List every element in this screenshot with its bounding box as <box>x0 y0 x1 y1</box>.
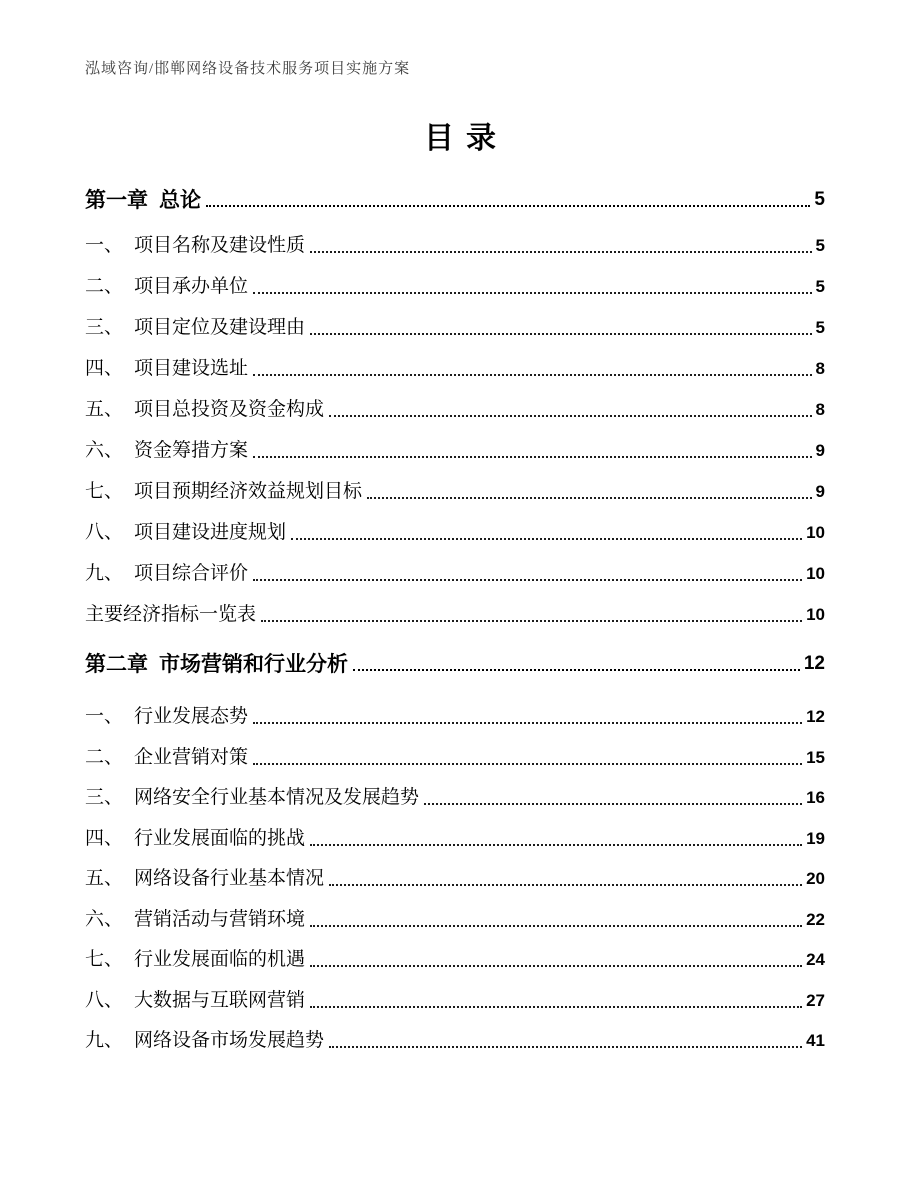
item-number: 九、 <box>85 563 124 584</box>
item-title: 项目总投资及资金构成 <box>134 399 325 420</box>
dotted-leader <box>353 669 800 671</box>
chapter-number: 第一章 <box>85 188 148 212</box>
toc-item-row[interactable] <box>85 275 825 299</box>
dotted-leader <box>329 1046 802 1048</box>
dotted-leader <box>253 579 802 581</box>
item-title: 项目预期经济效益规划目标 <box>134 481 363 502</box>
item-title: 项目综合评价 <box>134 563 249 584</box>
item-number: 四、 <box>85 827 124 849</box>
item-number: 八、 <box>85 989 124 1011</box>
toc-item-row[interactable] <box>85 746 825 770</box>
chapter-page-number: 5 <box>814 189 825 210</box>
item-number: 七、 <box>85 949 124 970</box>
item-page-number: 12 <box>806 707 825 726</box>
toc-item-row[interactable] <box>85 316 825 340</box>
toc-item-row[interactable] <box>85 1029 825 1053</box>
item-number: 九、 <box>85 1030 124 1051</box>
item-page-number: 10 <box>806 564 825 583</box>
item-title: 项目建设选址 <box>134 358 249 379</box>
dotted-leader <box>310 333 812 335</box>
dotted-leader <box>253 456 812 458</box>
dotted-leader <box>310 925 802 927</box>
toc-item-row[interactable] <box>85 521 825 545</box>
dotted-leader <box>329 415 812 417</box>
dotted-leader <box>424 803 802 805</box>
item-title: 营销活动与营销环境 <box>134 908 306 930</box>
dotted-leader <box>253 374 812 376</box>
item-number: 一、 <box>85 706 124 727</box>
item-number: 五、 <box>85 868 124 889</box>
document-header <box>85 57 410 78</box>
item-page-number: 5 <box>815 236 825 255</box>
item-number: 一、 <box>85 235 124 256</box>
toc-item-row[interactable] <box>85 908 825 932</box>
item-page-number: 9 <box>815 482 825 501</box>
dotted-leader <box>253 763 802 765</box>
dotted-leader <box>291 538 802 540</box>
item-title: 企业营销对策 <box>134 746 249 768</box>
toc <box>85 180 825 1070</box>
dotted-leader <box>329 884 802 886</box>
header-text: 泓域咨询/邯郸网络设备技术服务项目实施方案 <box>85 61 411 77</box>
item-number: 八、 <box>85 522 124 543</box>
toc-item-row[interactable] <box>85 398 825 422</box>
item-title: 资金筹措方案 <box>134 440 249 461</box>
chapter-page-number: 12 <box>803 653 825 674</box>
item-title: 项目承办单位 <box>134 276 249 297</box>
toc-chapter-row[interactable] <box>85 180 825 212</box>
item-title: 网络设备行业基本情况 <box>134 868 325 889</box>
item-title: 大数据与互联网营销 <box>134 989 306 1011</box>
toc-item-row[interactable] <box>85 480 825 504</box>
chapter-title: 市场营销和行业分析 <box>159 652 348 676</box>
item-page-number: 9 <box>815 441 825 460</box>
item-page-number: 5 <box>815 277 825 296</box>
item-page-number: 16 <box>806 788 825 807</box>
dotted-leader <box>261 620 802 622</box>
toc-item-row[interactable] <box>85 234 825 258</box>
item-number: 五、 <box>85 399 124 420</box>
dotted-leader <box>253 722 802 724</box>
toc-item-row[interactable] <box>85 562 825 586</box>
toc-item-row[interactable] <box>85 867 825 891</box>
chapter-title: 总论 <box>159 188 201 212</box>
item-page-number: 8 <box>815 359 825 378</box>
toc-item-row[interactable] <box>85 989 825 1013</box>
item-number: 三、 <box>85 787 124 808</box>
dotted-leader <box>367 497 812 499</box>
item-title: 项目定位及建设理由 <box>134 317 306 338</box>
item-number: 二、 <box>85 276 124 297</box>
toc-item-list <box>85 234 825 627</box>
dotted-leader <box>310 844 802 846</box>
item-title: 行业发展态势 <box>134 706 249 727</box>
item-number: 七、 <box>85 481 124 502</box>
dotted-leader <box>310 1006 802 1008</box>
item-number: 六、 <box>85 440 124 461</box>
item-page-number: 5 <box>815 318 825 337</box>
toc-chapter-row[interactable] <box>85 652 825 676</box>
item-page-number: 15 <box>806 747 825 767</box>
item-title: 项目名称及建设性质 <box>134 235 306 256</box>
item-page-number: 19 <box>806 828 825 848</box>
toc-item-row[interactable] <box>85 357 825 381</box>
item-number: 三、 <box>85 317 124 338</box>
item-number: 四、 <box>85 358 124 379</box>
item-number: 二、 <box>85 746 124 768</box>
item-page-number: 41 <box>806 1031 825 1050</box>
dotted-leader <box>253 292 812 294</box>
dotted-leader <box>206 205 810 207</box>
toc-item-row[interactable] <box>85 603 825 627</box>
dotted-leader <box>310 251 812 253</box>
item-page-number: 10 <box>806 523 825 542</box>
toc-item-row[interactable] <box>85 786 825 810</box>
chapter-number: 第二章 <box>85 652 148 676</box>
dotted-leader <box>310 965 802 967</box>
page-title: 目录 <box>424 122 508 155</box>
item-title: 行业发展面临的机遇 <box>134 949 306 970</box>
toc-item-list <box>85 705 825 1053</box>
item-page-number: 8 <box>815 400 825 419</box>
toc-item-row[interactable] <box>85 439 825 463</box>
item-title: 网络设备市场发展趋势 <box>134 1030 325 1051</box>
item-title: 行业发展面临的挑战 <box>134 827 306 849</box>
item-page-number: 22 <box>806 909 825 929</box>
item-number: 六、 <box>85 908 124 930</box>
item-page-number: 24 <box>806 950 825 969</box>
item-page-number: 20 <box>806 869 825 888</box>
item-title: 主要经济指标一览表 <box>85 604 257 625</box>
item-page-number: 10 <box>806 605 825 624</box>
toc-item-row[interactable] <box>85 948 825 972</box>
item-title: 项目建设进度规划 <box>134 522 287 543</box>
item-page-number: 27 <box>806 990 825 1010</box>
toc-item-row[interactable] <box>85 827 825 851</box>
toc-item-row[interactable] <box>85 705 825 729</box>
item-title: 网络安全行业基本情况及发展趋势 <box>134 787 420 808</box>
